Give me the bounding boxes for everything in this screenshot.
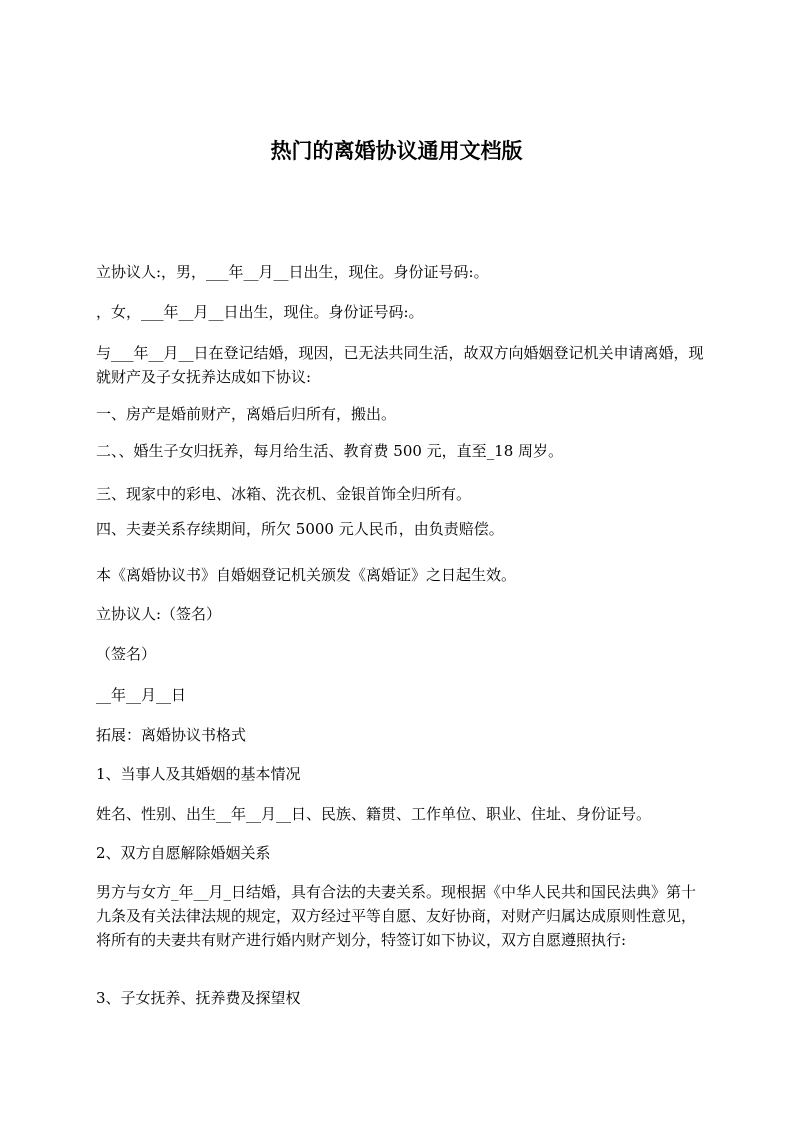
- paragraph-section-3: 3、子女抚养、抚养费及探望权: [96, 989, 301, 1007]
- paragraph-clause-4: 四、夫妻关系存续期间，所欠 5000 元人民币，由负责赔偿。: [96, 520, 504, 538]
- paragraph-party-female: ，女，___年__月__日出生，现住。身份证号码:。: [96, 303, 424, 321]
- paragraph-date: __年__月__日: [96, 686, 187, 704]
- paragraph-agreement-body: 男方与女方_年__月_日结婚，具有合法的夫妻关系。现根据《中华人民共和国民法典》第十九条及有关法律法规的规定，双方经过平等自愿、友好协商，对财产归属达成原则性意见，将所有的夫妻共有财产进行婚内财产划分，特签订如下协议，双方自愿遵照执行:: [96, 883, 697, 949]
- paragraph-section-2: 2、双方自愿解除婚姻关系: [96, 844, 271, 862]
- paragraph-clause-3: 三、现家中的彩电、冰箱、洗衣机、金银首饰全归所有。: [96, 485, 472, 503]
- paragraph-basic-info: 姓名、性别、出生__年__月__日、民族、籍贯、工作单位、职业、住址、身份证号。: [96, 805, 652, 823]
- paragraph-marriage-info: 与___年__月__日在登记结婚，现因，已无法共同生活，故双方向婚姻登记机关申请离婚，现就财产及子女抚养达成如下协议:: [96, 344, 704, 386]
- paragraph-clause-2: 二、、婚生子女归抚养，每月给生活、教育费 500 元，直至_18 周岁。: [96, 442, 564, 460]
- paragraph-party-male: 立协议人:，男，___年__月__日出生，现住。身份证号码:。: [96, 263, 489, 281]
- paragraph-extension-heading: 拓展：离婚协议书格式: [96, 726, 247, 744]
- paragraph-signature-2: （签名）: [96, 645, 157, 663]
- paragraph-effective: 本《离婚协议书》自婚姻登记机关颁发《离婚证》之日起生效。: [96, 566, 517, 584]
- paragraph-section-1: 1、当事人及其婚姻的基本情况: [96, 765, 301, 783]
- paragraph-signature-1: 立协议人:（签名）: [96, 605, 222, 623]
- paragraph-clause-1: 一、房产是婚前财产，离婚后归所有，搬出。: [96, 405, 397, 423]
- document-title: 热门的离婚协议通用文档版: [270, 139, 523, 163]
